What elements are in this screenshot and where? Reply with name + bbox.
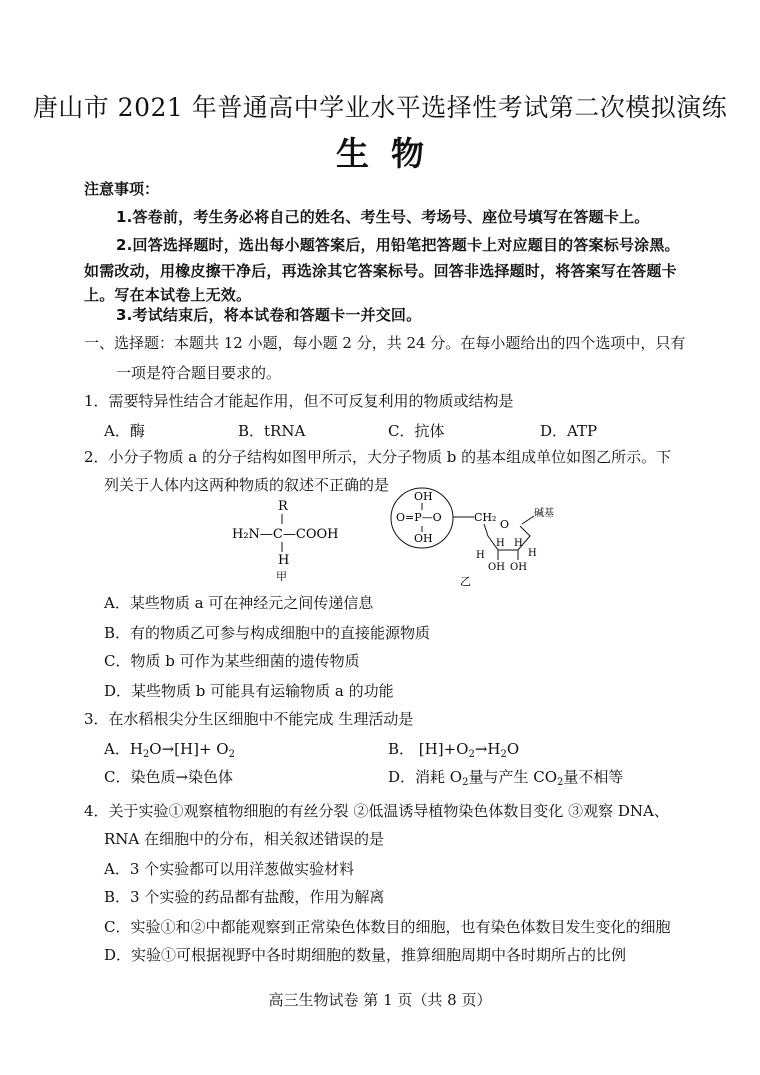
h-right-label: H [528,548,537,559]
section-heading: 一、选择题：本题共 12 小题，每小题 2 分，共 24 分。在每小题给出的四个选项中，只有 [84,334,686,352]
notice-item-2-cont2: 上。写在本试卷上无效。 [84,286,252,304]
q1-option-b: B．tRNA [238,422,306,440]
ch2-label: CH₂ [474,511,497,524]
q3-option-a: A．$H_2O\to[H]+ O_2$ [104,740,235,760]
amino-acid-formula: H₂N—C—COOH [232,527,339,542]
ring-o-label: O [500,518,510,531]
q1-option-c: C．抗体 [388,422,445,440]
notice-item-2: 2.回答选择题时，选出每小题答案后，用铅笔把答题卡上对应题目的答案标号涂黑。 [116,236,680,254]
subject-title: 生物 [336,134,446,173]
section-heading-cont: 一项是符合题目要求的。 [116,364,282,382]
h-mid-right-label: H [514,538,523,549]
notice-item-2-cont: 如需改动，用橡皮擦干净后，再选涂其它答案标号。回答非选择题时，将答案写在答题卡 [84,262,677,280]
notice-heading: 注意事项： [84,180,160,198]
q4-option-c: C．实验①和②中都能观察到正常染色体数目的细胞，也有染色体数目发生变化的细胞 [104,918,671,936]
question-3-stem: 3．在水稻根尖分生区细胞中不能完成 生理活动是 [84,710,414,728]
figure-yi-label: 乙 [460,575,471,588]
oh-top-label: OH [414,490,433,503]
r-group-label: R [278,499,288,514]
question-4-stem-1: 4．关于实验①观察植物细胞的有丝分裂 ②低温诱导植物染色体数目变化 ③观察 DNA、 [84,802,669,820]
base-label: 碱基 [534,508,554,519]
oh-3-label: OH [510,562,527,573]
notice-item-1: 1.答卷前，考生务必将自己的姓名、考生号、考场号、座位号填写在答题卡上。 [116,208,650,226]
q1-option-a: A．酶 [104,422,145,440]
q4-option-b: B．3 个实验的药品都有盐酸，作用为解离 [104,888,385,906]
question-2-stem-2: 列关于人体内这两种物质的叙述不正确的是 [104,476,390,494]
q2-option-a: A．某些物质 a 可在神经元之间传递信息 [104,594,374,612]
notice-item-3: 3.考试结束后，将本试卷和答题卡一并交回。 [116,306,422,324]
oh-bottom-label: OH [414,532,433,545]
question-2-stem-1: 2．小分子物质 a 的分子结构如图甲所示，大分子物质 b 的基本组成单位如图乙所示。下 [84,448,672,466]
q4-option-d: D．实验①可根据视野中各时期细胞的数量，推算细胞周期中各时期所占的比例 [104,946,627,964]
figure-jia-label: 甲 [276,570,287,582]
page-footer: 高三生物试卷 第 1 页（共 8 页） [268,991,492,1009]
q2-option-d: D．某些物质 b 可能具有运输物质 a 的功能 [104,682,394,700]
figure-amino-acid [228,496,358,582]
q3-option-d: D．消耗 $O_2$量与产生 $CO_2$量不相等 [388,768,624,788]
h-left-label: H [476,550,485,561]
h-mid-left-label: H [496,538,505,549]
q3-option-c: C．染色质→染色体 [104,768,234,786]
question-1-stem: 1．需要特异性结合才能起作用，但不可反复利用的物质或结构是 [84,392,514,410]
figure-nucleotide [388,486,568,590]
phosphate-label: O=P—O [396,511,442,524]
h-label: H [278,553,290,568]
q1-option-d: D．ATP [540,422,598,440]
q3-option-b: B． $[H]+O_2\to H_2O$ [388,740,520,760]
oh-2-label: OH [488,562,505,573]
q2-option-b: B．有的物质乙可参与构成细胞中的直接能源物质 [104,624,431,642]
question-4-stem-2: RNA 在细胞中的分布，相关叙述错误的是 [104,830,385,848]
exam-title: 唐山市 2021 年普通高中学业水平选择性考试第二次模拟演练 [32,93,728,122]
q4-option-a: A．3 个实验都可以用洋葱做实验材料 [104,860,355,878]
q2-option-c: C．物质 b 可作为某些细菌的遗传物质 [104,652,360,670]
